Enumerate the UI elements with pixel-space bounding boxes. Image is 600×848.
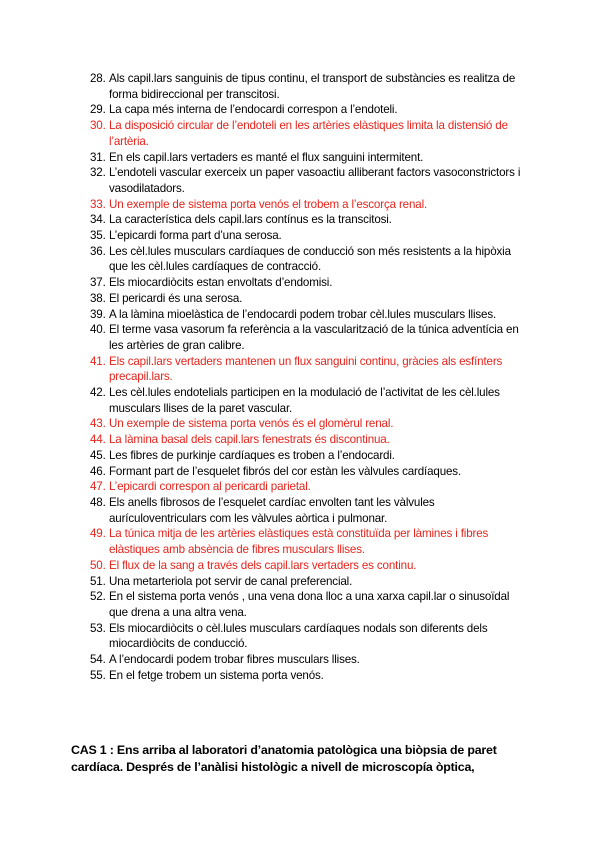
statement-number: 51. — [90, 574, 106, 588]
statement-text: El pericardi és una serosa. — [109, 291, 243, 305]
statement-text: Els capil.lars vertaders mantenen un flux sanguini continu, gràcies als esfínters precapil.lars. — [109, 354, 503, 384]
statement-item — [90, 102, 530, 118]
statement-text: Un exemple de sistema porta venós és el glomèrul renal. — [109, 417, 394, 431]
statement-text: Un exemple de sistema porta venós el trobem a l’escorça renal. — [109, 197, 428, 211]
statement-item — [90, 416, 530, 432]
statement-item — [90, 118, 530, 149]
statement-number: 39. — [90, 307, 106, 321]
statement-text: La làmina basal dels capil.lars fenestrats és discontinua. — [109, 433, 390, 447]
statement-number: 35. — [90, 229, 106, 243]
statement-item — [90, 479, 530, 495]
statement-number: 40. — [90, 323, 106, 337]
statement-item — [90, 228, 530, 244]
statement-text: L’epicardi correspon al pericardi parietal. — [109, 480, 311, 494]
statement-text: El terme vasa vasorum fa referència a la vascularització de la túnica adventícia en les artèries de gran calibre. — [109, 323, 519, 352]
statement-text: La característica dels capil.lars contínus es la transcitosi. — [109, 213, 392, 227]
statement-number: 55. — [90, 668, 106, 682]
statement-text: L’endoteli vascular exerceix un paper vasoactiu alliberant factors vasoconstrictors i vasodilatadors. — [109, 166, 521, 195]
statement-text: Les cèl.lules musculars cardíaques de conducció son més resistents a la hipòxia que les cèl.lules cardíaques de contracció. — [109, 244, 511, 274]
statement-item — [90, 165, 530, 196]
statement-number: 33. — [90, 197, 106, 211]
statement-item — [90, 354, 530, 385]
statement-item — [90, 244, 530, 275]
statement-number: 44. — [90, 433, 106, 447]
statement-item — [90, 432, 530, 448]
statement-number: 45. — [90, 448, 106, 462]
statement-text: El flux de la sang a través dels capil.lars vertaders es continu. — [109, 558, 417, 572]
case-paragraph: CAS 1 : Ens arriba al laboratori d’anatomia patològica una biòpsia de paret cardíaca. Després de l’anàlisi histològic a nivell de microscopía òptica, — [71, 743, 497, 774]
statement-number: 32. — [90, 166, 106, 180]
statement-item — [90, 150, 530, 166]
statement-item — [90, 291, 530, 307]
statement-text: En el sistema porta venós , una vena dona lloc a una xarxa capil.lar o sinusoïdal que drena a una altra vena. — [109, 590, 510, 619]
statement-text: La disposició circular de l’endoteli en les artèries elàstiques limita la distensió de l’artèria. — [109, 119, 508, 148]
statement-number: 42. — [90, 386, 106, 400]
statement-number: 46. — [90, 464, 106, 478]
statement-text: A l’endocardi podem trobar fibres musculars llises. — [109, 653, 360, 667]
statement-text: En els capil.lars vertaders es manté el flux sanguini intermitent. — [109, 150, 424, 164]
statement-item — [90, 322, 530, 353]
statement-text: L’epicardi forma part d’una serosa. — [109, 229, 282, 243]
statement-item — [90, 495, 530, 526]
statement-text: La túnica mitja de les artèries elàstiques està constituïda per làmines i fibres elàstiques amb absència de fibres musculars llises. — [109, 527, 489, 557]
statement-number: 47. — [90, 480, 106, 494]
statement-number: 53. — [90, 621, 106, 635]
statement-item — [90, 558, 530, 574]
statement-item — [90, 275, 530, 291]
statement-number: 37. — [90, 276, 106, 290]
statement-text: Una metarteriola pot servir de canal preferencial. — [109, 574, 353, 588]
statement-item — [90, 71, 530, 102]
statement-number: 34. — [90, 213, 106, 227]
statement-text: Als capil.lars sanguinis de tipus continu, el transport de substàncies es realitza de forma bidireccional per transcitosi. — [109, 72, 516, 101]
statement-text: La capa més interna de l’endocardi correspon a l’endoteli. — [109, 103, 398, 117]
statement-text: En el fetge trobem un sistema porta venós. — [109, 668, 324, 682]
statement-item — [90, 307, 530, 323]
statement-number: 48. — [90, 495, 106, 509]
statement-number: 50. — [90, 558, 106, 572]
statement-number: 38. — [90, 291, 106, 305]
statement-item — [90, 212, 530, 228]
statement-item — [90, 197, 530, 213]
statement-number: 41. — [90, 354, 106, 368]
statement-text: Els anells fibrosos de l’esquelet cardíac envolten tant les vàlvules aurículoventriculars com les vàlvules aòrtica i pulmonar. — [109, 495, 435, 525]
statement-number: 49. — [90, 527, 106, 541]
statement-number: 54. — [90, 653, 106, 667]
statement-item — [90, 385, 530, 416]
statement-number: 30. — [90, 119, 106, 133]
statement-item — [90, 464, 530, 480]
statement-item — [90, 668, 530, 684]
statement-number: 31. — [90, 150, 106, 164]
statement-text: Els miocardiòcits o cèl.lules musculars cardíaques nodals son diferents dels miocardiòcits de conducció. — [109, 621, 488, 651]
statement-item — [90, 621, 530, 652]
statement-number: 43. — [90, 417, 106, 431]
statement-number: 52. — [90, 590, 106, 604]
statement-number: 28. — [90, 72, 106, 85]
statement-item — [90, 448, 530, 464]
statement-item — [90, 574, 530, 590]
statement-text: Formant part de l’esquelet fibrós del cor estàn les vàlvules cardíaques. — [109, 464, 462, 478]
statement-number: 36. — [90, 244, 106, 258]
statement-text: A la làmina mioelàstica de l’endocardi podem trobar cèl.lules musculars llises. — [109, 307, 497, 321]
statement-item — [90, 589, 530, 620]
statement-text: Les cèl.lules endotelials participen en la modulació de l’activitat de les cèl.lules musculars llises de la paret vascular. — [109, 386, 500, 415]
statement-text: Els miocardiòcits estan envoltats d’endomisi. — [109, 276, 333, 290]
statement-item — [90, 526, 530, 557]
statement-item — [90, 652, 530, 668]
statement-number: 29. — [90, 103, 106, 117]
statement-list — [90, 71, 530, 683]
statement-text: Les fibres de purkinje cardíaques es troben a l’endocardi. — [109, 448, 395, 462]
